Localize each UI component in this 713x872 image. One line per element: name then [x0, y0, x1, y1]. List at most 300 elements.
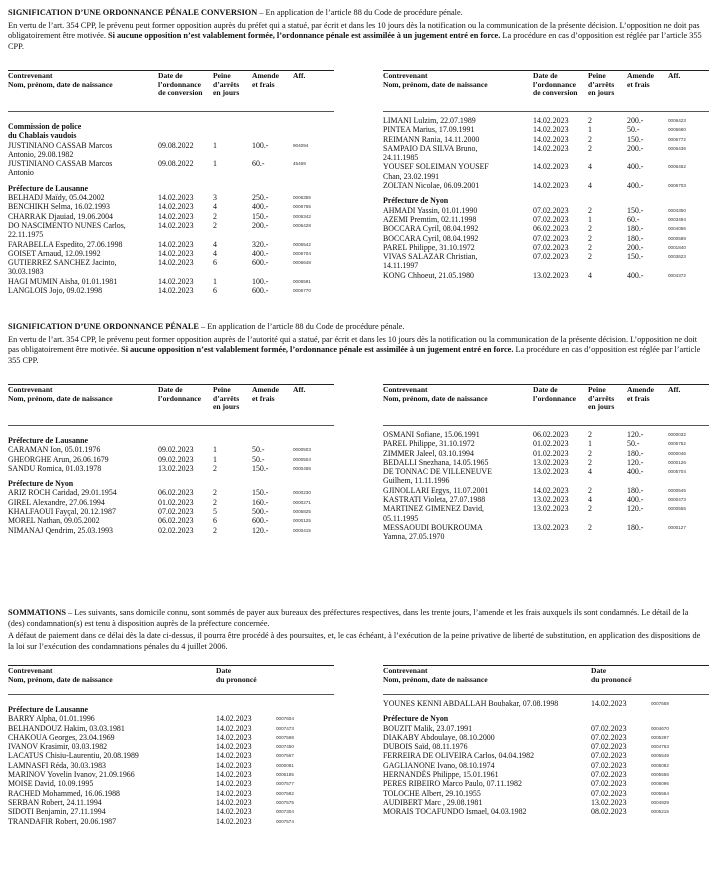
- affaire-ref: 0000545: [668, 487, 686, 493]
- peine-days: 4: [213, 239, 217, 249]
- table-row: [383, 751, 709, 760]
- peine-days: 4: [588, 181, 592, 191]
- ordonnance-date: 07.02.2023: [533, 233, 569, 243]
- offender-name: HERNANDÈS Philippe, 15.01.1961: [383, 770, 499, 780]
- table-conversion-right: [383, 70, 709, 280]
- table-header: [8, 71, 334, 112]
- table-row: [383, 523, 709, 542]
- amende-amount: 120.-: [627, 430, 644, 439]
- header-name: Contrevenant Nom, prénom, date de naissance: [383, 71, 488, 89]
- offender-name: MESSAOUDI BOUKROUMA Yamna, 27.05.1970: [383, 522, 483, 542]
- table-row: [8, 445, 334, 454]
- amende-amount: 50.-: [627, 439, 640, 449]
- offender-name: ZOLTAN Nicolae, 06.09.2001: [383, 181, 480, 191]
- table-row: [383, 495, 709, 504]
- offender-name: REIMANN Rania, 14.11.2000: [383, 134, 480, 144]
- prononce-date: 07.02.2023: [591, 723, 627, 733]
- section-intro: [8, 608, 705, 652]
- prononce-date: 14.02.2023: [216, 714, 252, 724]
- peine-days: 2: [213, 211, 217, 221]
- table-header: [8, 385, 334, 426]
- affaire-ref: 0003494: [668, 216, 686, 222]
- table-ordonnance-right: [383, 384, 709, 542]
- table-sommations-left: [8, 665, 334, 826]
- affaire-ref: 0000473: [668, 497, 686, 503]
- section-ordonnance: [8, 322, 705, 368]
- affaire-ref: 0007473: [276, 725, 294, 731]
- group-heading: Préfecture de Lausanne: [8, 705, 89, 714]
- amende-amount: 120.-: [627, 504, 644, 514]
- table-row: [8, 455, 334, 464]
- header-date: Date de l’ordonnance: [158, 385, 202, 403]
- amende-amount: 50.-: [252, 445, 265, 455]
- ordonnance-date: 02.02.2023: [158, 525, 194, 535]
- header-aff: Aff.: [293, 71, 306, 80]
- section-title-tail: – En application de l’article 88 du Code de procédure pénale.: [257, 8, 463, 17]
- offender-name: BOUZIT Malik, 23.07.1991: [383, 723, 473, 733]
- peine-days: 3: [213, 193, 217, 203]
- affaire-ref: 0006428: [293, 222, 311, 228]
- ordonnance-date: 13.02.2023: [533, 270, 569, 280]
- header-aff: Aff.: [668, 385, 681, 394]
- table-row: [8, 516, 334, 525]
- affaire-ref: 0006423: [668, 118, 686, 123]
- offender-name: SIDOTI Benjamin, 27.11.1994: [8, 807, 106, 817]
- amende-amount: 500.-: [252, 507, 269, 517]
- amende-amount: 50.-: [252, 454, 265, 464]
- peine-days: 2: [213, 220, 217, 230]
- peine-days: 4: [588, 162, 592, 172]
- amende-amount: 180.-: [627, 224, 644, 234]
- peine-days: 2: [588, 143, 592, 153]
- table-row: [8, 807, 334, 816]
- offender-name: SERBAN Robert, 24.11.1994: [8, 797, 102, 807]
- peine-days: 2: [588, 116, 592, 125]
- table-row: [383, 798, 709, 807]
- amende-amount: 120.-: [627, 457, 644, 467]
- prononce-date: 14.02.2023: [216, 760, 252, 770]
- table-body: [8, 695, 334, 826]
- peine-days: 1: [588, 125, 592, 135]
- offender-name: KONG Chhoeut, 21.05.1980: [383, 270, 474, 280]
- table-row: [8, 286, 334, 295]
- table-row: [8, 724, 334, 733]
- table-header: [383, 666, 709, 695]
- affaire-ref: 0007577: [276, 781, 294, 787]
- prononce-date: 07.02.2023: [591, 742, 627, 752]
- affaire-ref: 904094: [293, 142, 309, 148]
- header-name: Contrevenant Nom, prénom, date de naissance: [8, 666, 113, 684]
- amende-amount: 150.-: [252, 488, 269, 498]
- peine-days: 2: [588, 242, 592, 252]
- offender-name: BARRY Alpha, 01.01.1996: [8, 714, 95, 724]
- prononce-date: 07.02.2023: [591, 732, 627, 742]
- ordonnance-date: 14.02.2023: [158, 220, 194, 230]
- group-heading: Préfecture de Nyon: [8, 479, 74, 489]
- ordonnance-date: 14.02.2023: [533, 116, 569, 125]
- ordonnance-date: 14.02.2023: [533, 134, 569, 144]
- table-row: [383, 761, 709, 770]
- offender-name: VIVAS SALAZAR Christian, 14.11.1997: [383, 252, 478, 271]
- table-row: [8, 141, 334, 160]
- group-row: [8, 178, 334, 193]
- group-row: [8, 116, 334, 141]
- peine-days: 1: [213, 159, 217, 169]
- intro-text-tail: La procédure en cas d’opposition est réglée par l’article 355 CPP.: [8, 31, 702, 51]
- offender-name: NIMANAJ Qendrim, 25.03.1993: [8, 525, 113, 535]
- table-row: [383, 733, 709, 742]
- affaire-ref: 0005825: [293, 509, 311, 515]
- table-row: [8, 733, 334, 742]
- amende-amount: 180.-: [627, 448, 644, 458]
- ordonnance-date: 01.02.2023: [533, 439, 569, 449]
- offender-name: MORAIS TOCAFUNDO Ismael, 04.03.1982: [383, 807, 527, 817]
- offender-name: PERES RIBEIRO Marco Paulo, 07.11.1982: [383, 779, 522, 789]
- affaire-ref: 0007604: [276, 716, 294, 722]
- prononce-date: 14.02.2023: [216, 807, 252, 817]
- section-title: SOMMATIONS: [8, 608, 66, 617]
- table-ordonnance-left: [8, 384, 334, 535]
- affaire-ref: 0005549: [651, 753, 669, 759]
- table-body: [8, 426, 334, 535]
- table-row: [8, 798, 334, 807]
- offender-name: PAREL Philippe, 31.10.1972: [383, 242, 475, 252]
- offender-name: YOUNES KENNI ABDALLAH Boubakar, 07.08.1998: [383, 699, 559, 708]
- ordonnance-date: 07.02.2023: [533, 252, 569, 262]
- prononce-date: 07.02.2023: [591, 779, 627, 789]
- amende-amount: 400.-: [252, 202, 269, 212]
- ordonnance-date: 14.02.2023: [158, 276, 194, 286]
- group-row: [8, 430, 334, 445]
- prononce-date: 08.02.2023: [591, 807, 627, 817]
- header-peine: Peine d’arrêts en jours: [213, 71, 240, 98]
- affaire-ref: 0000032: [668, 432, 686, 437]
- amende-amount: 180.-: [627, 522, 644, 532]
- table-header: [383, 385, 709, 426]
- peine-days: 2: [588, 448, 592, 458]
- ordonnance-date: 06.02.2023: [533, 224, 569, 234]
- offender-name: CHAKOUA Georges, 23.04.1969: [8, 732, 115, 742]
- affaire-ref: 0006342: [293, 213, 311, 219]
- ordonnance-date: 06.02.2023: [158, 488, 194, 498]
- offender-name: AUDIBERT Marc , 29.08.1981: [383, 797, 483, 807]
- affaire-ref: 0000555: [668, 506, 686, 512]
- ordonnance-date: 13.02.2023: [158, 463, 194, 473]
- ordonnance-date: 13.02.2023: [533, 457, 569, 467]
- offender-name: DO NASCIMENTO NUNES Carlos, 22.11.1975: [8, 220, 126, 240]
- peine-days: 1: [213, 140, 217, 150]
- header-aff: Aff.: [668, 71, 681, 80]
- table-body: [383, 426, 709, 542]
- offender-name: ZIMMER Jaleel, 03.10.1994: [383, 448, 474, 458]
- affaire-ref: 0006542: [293, 241, 311, 247]
- offender-name: BOCCARA Cyril, 08.04.1992: [383, 224, 479, 234]
- offender-name: FARABELLA Espedito, 27.06.1998: [8, 239, 123, 249]
- offender-name: MARINOV Yovelin Ivanov, 21.09.1966: [8, 770, 135, 780]
- header-peine: Peine d’arrêts en jours: [588, 385, 615, 412]
- affaire-ref: 0000125: [293, 518, 311, 524]
- table-row: [8, 742, 334, 751]
- peine-days: 4: [588, 495, 592, 505]
- affaire-ref: 0000230: [293, 490, 311, 496]
- offender-name: IVANOV Krasimir, 03.03.1982: [8, 742, 108, 752]
- offender-name: CHARRAK Djauiad, 19.06.2004: [8, 211, 113, 221]
- table-row: [383, 504, 709, 523]
- peine-days: 2: [213, 488, 217, 498]
- ordonnance-date: 01.02.2023: [533, 448, 569, 458]
- offender-name: YOUSEF SOLEIMAN YOUSEF Chan, 23.02.1991: [383, 162, 489, 181]
- affaire-ref: 0006436: [668, 145, 686, 151]
- intro-text-bold: Si aucune opposition n’est valablement formée, l’ordonnance pénale est assimilée à un jugement entré en force.: [108, 31, 501, 40]
- offender-name: CARAMAN Ion, 05.01.1976: [8, 445, 101, 455]
- offender-name: LACATUS Chisiu-Laurentiu, 20.08.1989: [8, 751, 139, 761]
- affaire-ref: 45469: [293, 161, 306, 167]
- affaire-ref: 0005564: [651, 790, 669, 796]
- affaire-ref: 0007558: [651, 701, 669, 706]
- affaire-ref: 0006703: [668, 183, 686, 189]
- table-row: [383, 449, 709, 458]
- offender-name: BENCHIKH Selma, 16.02.1993: [8, 202, 110, 212]
- header-name: Contrevenant Nom, prénom, date de naissance: [383, 666, 488, 684]
- affaire-ref: 0006452: [668, 164, 686, 170]
- prononce-date: 14.02.2023: [216, 742, 252, 752]
- table-sommations-right: [383, 665, 709, 817]
- table-row: [8, 202, 334, 211]
- affaire-ref: 0000415: [293, 527, 311, 533]
- offender-name: BELHANDOUZ Hakim, 03.03.1981: [8, 723, 125, 733]
- table-row: [383, 224, 709, 233]
- table-row: [383, 779, 709, 788]
- section-intro: [8, 8, 705, 52]
- affaire-ref: 0000589: [668, 235, 686, 241]
- prononce-date: 07.02.2023: [591, 751, 627, 761]
- ordonnance-date: 14.02.2023: [158, 211, 194, 221]
- affaire-ref: 0007568: [276, 734, 294, 740]
- ordonnance-date: 01.02.2023: [158, 497, 194, 507]
- amende-amount: 400.-: [252, 248, 269, 258]
- affaire-ref: 0007304: [276, 809, 294, 815]
- table-row: [383, 770, 709, 779]
- peine-days: 6: [213, 286, 217, 296]
- data-table: [8, 116, 334, 295]
- affaire-ref: 0006704: [293, 250, 311, 256]
- offender-name: TRANDAFIR Robert, 20.06.1987: [8, 816, 117, 826]
- offender-name: SAMPAIO DA SILVA Bruno, 24.11.1985: [383, 143, 478, 163]
- peine-days: 2: [213, 497, 217, 507]
- affaire-ref: 0006770: [293, 288, 311, 294]
- table-row: [383, 458, 709, 467]
- peine-days: 5: [213, 507, 217, 517]
- amende-amount: 50.-: [627, 125, 640, 135]
- affaire-ref: 0005752: [668, 441, 686, 447]
- amende-amount: 400.-: [627, 467, 644, 477]
- data-table: [383, 699, 709, 817]
- affaire-ref: 0006185: [276, 772, 294, 778]
- ordonnance-date: 09.08.2022: [158, 159, 194, 169]
- header-date: Date de l’ordonnance de conversion: [158, 71, 203, 98]
- header-aff: Aff.: [293, 385, 306, 394]
- offender-name: ARIZ ROCH Caridad, 29.01.1954: [8, 488, 117, 498]
- affaire-ref: 0005297: [651, 734, 669, 740]
- ordonnance-date: 09.02.2023: [158, 445, 194, 455]
- ordonnance-date: 14.02.2023: [158, 248, 194, 258]
- offender-name: JUSTINIANO CASSAB Marcos Antonio: [8, 159, 113, 178]
- group-row: [8, 473, 334, 488]
- table-row: [8, 507, 334, 516]
- table-row: [383, 162, 709, 181]
- offender-name: LIMANI Lulzim, 22.07.1989: [383, 116, 476, 125]
- ordonnance-date: 13.02.2023: [533, 495, 569, 505]
- header-date: Date de l’ordonnance de conversion: [533, 71, 578, 98]
- prononce-date: 14.02.2023: [216, 779, 252, 789]
- ordonnance-date: 07.02.2023: [533, 242, 569, 252]
- peine-days: 1: [213, 445, 217, 455]
- offender-name: PAREL Philippe, 31.10.1972: [383, 439, 475, 449]
- table-row: [383, 181, 709, 190]
- table-row: [8, 212, 334, 221]
- offender-name: GJINOLLARI Ergys, 11.07.2001: [383, 485, 489, 495]
- section-title: SIGNIFICATION D’UNE ORDONNANCE PÉNALE CONVERSION: [8, 8, 258, 17]
- table-row: [8, 779, 334, 788]
- peine-days: 1: [588, 214, 592, 224]
- intro-text-tail: La procédure en cas d’opposition est réglée par l’article 355 CPP.: [8, 345, 701, 365]
- table-row: [383, 135, 709, 144]
- group-heading: Commission de police du Chablais vaudois: [8, 122, 82, 141]
- amende-amount: 200.-: [627, 116, 644, 125]
- ordonnance-date: 14.02.2023: [533, 181, 569, 191]
- group-heading: Préfecture de Lausanne: [8, 183, 89, 193]
- ordonnance-date: 13.02.2023: [533, 467, 569, 477]
- offender-name: JUSTINIANO CASSAB Marcos Antonio, 29.08.1982: [8, 140, 113, 159]
- affaire-ref: 0000127: [668, 524, 686, 530]
- offender-name: DE TONNAC DE VILLENEUVE Guilhem, 11.11.1996: [383, 467, 492, 486]
- intro-text-bold: Si aucune opposition n’est valablement formée, l’ordonnance pénale est assimilée à un jugement entré en force.: [121, 345, 514, 354]
- affaire-ref: 0005096: [651, 781, 669, 787]
- group-heading: Préfecture de Nyon: [383, 196, 449, 206]
- ordonnance-date: 13.02.2023: [533, 522, 569, 532]
- amende-amount: 150.-: [627, 205, 644, 215]
- prononce-date: 07.02.2023: [591, 770, 627, 780]
- offender-name: KASTRATI Violeta, 27.07.1988: [383, 495, 486, 505]
- peine-days: 1: [213, 276, 217, 286]
- amende-amount: 150.-: [627, 252, 644, 262]
- prononce-date: 07.02.2023: [591, 760, 627, 770]
- intro-text: A défaut de paiement dans ce délai dès la date ci-dessus, il pourra être procédé à des poursuites, et, le cas échéant, à l’exécution de la peine privative de liberté de substitution, en application des dispositions de la loi sur l’exécution des condamnations pénales du 4 juillet 2006.: [8, 631, 701, 651]
- affaire-ref: 0006648: [293, 260, 311, 266]
- amende-amount: 400.-: [627, 162, 644, 172]
- table-body: [383, 695, 709, 817]
- peine-days: 2: [213, 525, 217, 535]
- peine-days: 2: [588, 252, 592, 262]
- group-row: [383, 708, 709, 723]
- amende-amount: 60.-: [627, 214, 640, 224]
- table-row: [383, 271, 709, 280]
- amende-amount: 100.-: [252, 276, 269, 286]
- ordonnance-date: 14.02.2023: [533, 125, 569, 135]
- ordonnance-date: 14.02.2023: [158, 202, 194, 212]
- data-table: [383, 430, 709, 542]
- peine-days: 2: [588, 457, 592, 467]
- peine-days: 2: [588, 504, 592, 514]
- offender-name: GIREL Alexandre, 27.06.1994: [8, 497, 105, 507]
- table-row: [8, 498, 334, 507]
- ordonnance-date: 07.02.2023: [158, 507, 194, 517]
- peine-days: 2: [588, 430, 592, 439]
- group-row: [8, 699, 334, 714]
- table-row: [383, 430, 709, 439]
- offender-name: AZEMI Premtim, 02.11.1998: [383, 214, 477, 224]
- ordonnance-date: 14.02.2023: [533, 162, 569, 172]
- prononce-date: 14.02.2023: [216, 723, 252, 733]
- peine-days: 2: [588, 134, 592, 144]
- ordonnance-date: 06.02.2023: [158, 516, 194, 526]
- offender-name: TOLOCHE Albert, 29.10.1955: [383, 788, 481, 798]
- section-intro: [8, 322, 705, 366]
- table-row: [383, 125, 709, 134]
- ordonnance-date: 06.02.2023: [533, 430, 569, 439]
- table-row: [8, 488, 334, 497]
- amende-amount: 600.-: [252, 258, 269, 268]
- affaire-ref: 0006660: [668, 127, 686, 133]
- ordonnance-date: 14.02.2023: [533, 143, 569, 153]
- offender-name: BEDALLI Snezhana, 14.05.1965: [383, 457, 489, 467]
- offender-name: AHMADI Yassin, 01.01.1990: [383, 205, 478, 215]
- offender-name: GOISET Arnaud, 12.09.1992: [8, 248, 101, 258]
- amende-amount: 160.-: [252, 497, 269, 507]
- table-row: [8, 761, 334, 770]
- peine-days: 6: [213, 258, 217, 268]
- offender-name: RACHED Mohammed, 16.06.1988: [8, 788, 120, 798]
- amende-amount: 150.-: [627, 134, 644, 144]
- intro-text: En vertu de l’art. 354 CPP, le prévenu peut former opposition auprès de l’autorité qui a statué, par écrit et dans les 10 jours dès la notification ou la communication de la présente décision. L’opposition ne doit pas obligatoirement être motivée.: [8, 334, 698, 354]
- table-header: [383, 71, 709, 112]
- peine-days: 4: [588, 467, 592, 477]
- affaire-ref: 0007575: [276, 799, 294, 805]
- affaire-ref: 0004372: [668, 272, 686, 278]
- amende-amount: 150.-: [252, 211, 269, 221]
- prononce-date: 14.02.2023: [216, 770, 252, 780]
- affaire-ref: 0000503: [293, 447, 311, 453]
- peine-days: 1: [588, 439, 592, 449]
- offender-name: HAGI MUMIN Aisha, 01.01.1981: [8, 276, 118, 286]
- table-conversion-left: [8, 70, 334, 295]
- offender-name: PINTEA Marius, 17.09.1991: [383, 125, 475, 135]
- ordonnance-date: 14.02.2023: [158, 286, 194, 296]
- amende-amount: 100.-: [252, 140, 269, 150]
- offender-name: FERREIRA DE OLIVEIRA Carlos, 04.04.1982: [383, 751, 535, 761]
- amende-amount: 60.-: [252, 159, 265, 169]
- amende-amount: 600.-: [252, 286, 269, 296]
- ordonnance-date: 09.08.2022: [158, 140, 194, 150]
- peine-days: 2: [213, 463, 217, 473]
- prononce-date: 14.02.2023: [216, 816, 252, 826]
- table-row: [383, 724, 709, 733]
- group-heading: Préfecture de Lausanne: [8, 436, 89, 445]
- table-row: [383, 807, 709, 816]
- amende-amount: 200.-: [627, 143, 644, 153]
- table-body: [8, 112, 334, 295]
- table-row: [383, 234, 709, 243]
- affaire-ref: 0006765: [293, 204, 311, 210]
- table-row: [383, 467, 709, 486]
- prononce-date: 07.02.2023: [591, 788, 627, 798]
- peine-days: 4: [213, 248, 217, 258]
- affaire-ref: 0004350: [668, 207, 686, 213]
- section-conversion: [8, 8, 705, 54]
- affaire-ref: 0000458: [293, 465, 311, 471]
- table-row: [8, 751, 334, 760]
- table-row: [383, 206, 709, 215]
